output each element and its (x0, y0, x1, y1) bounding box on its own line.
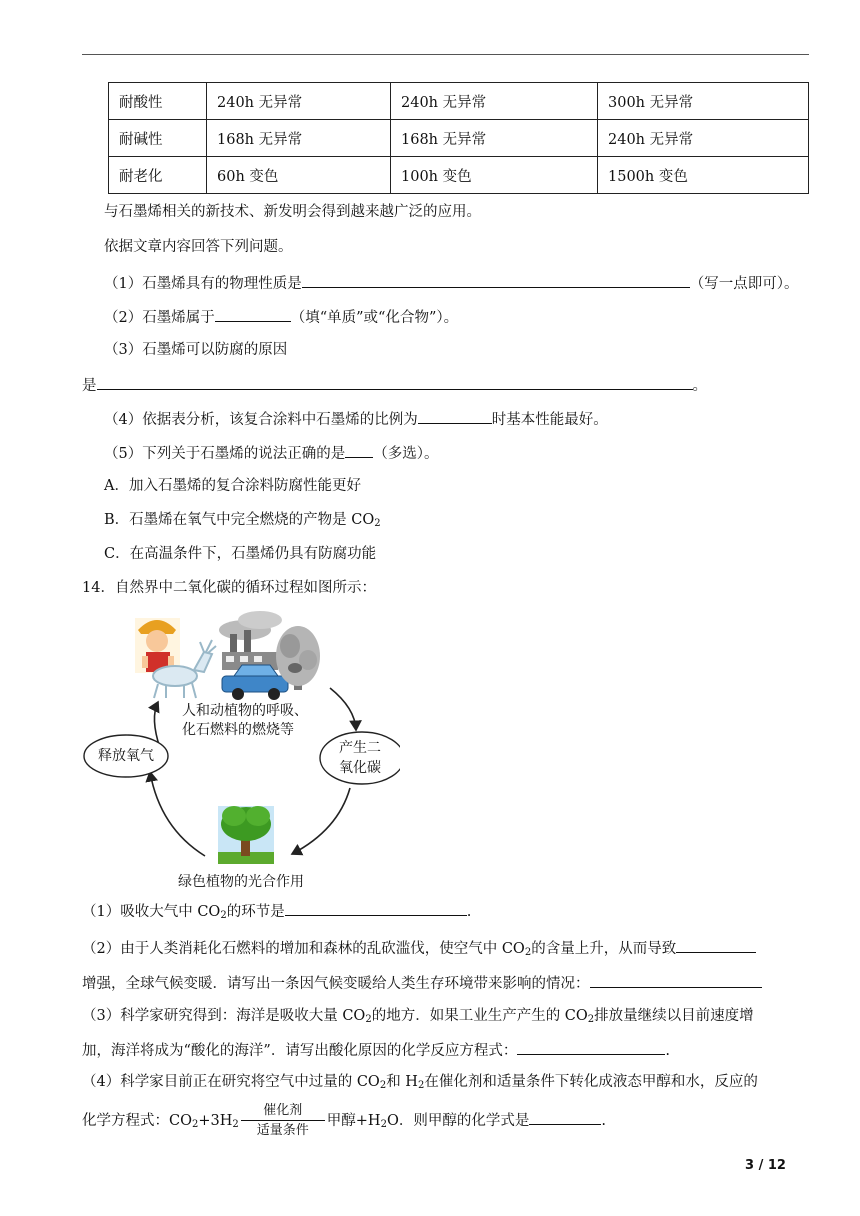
equation-end: . (601, 1113, 606, 1129)
question-2-note: （填“单质”或“化合物”）。 (290, 310, 459, 326)
table-cell: 300h 无异常 (598, 83, 809, 120)
table-cell: 耐老化 (109, 157, 207, 194)
q14-part-1-end: . (466, 904, 472, 920)
q14-part-3-text: （3）科学家研究得到：海洋是吸收大量 CO (82, 1008, 366, 1024)
table-row (109, 83, 809, 120)
answer-blank[interactable] (97, 374, 693, 390)
respiration-label-line2: 化石燃料的燃烧等 (182, 722, 294, 738)
q14-part-2-text: 的含量上升，从而导致 (531, 941, 677, 957)
q14-equation-line (82, 1101, 606, 1141)
option-b-text: B．石墨烯在氧气中完全燃烧的产物是 CO (104, 512, 375, 528)
subscript: 2 (587, 1014, 595, 1025)
question-3-prefix: 是 (82, 378, 97, 394)
q14-part-4-text: 和 H (386, 1074, 418, 1090)
question-1 (104, 272, 798, 294)
question-prompt: 依据文章内容回答下列问题。 (104, 239, 293, 255)
q14-part-4-text: 在催化剂和适量条件下转化成液态甲醇和水，反应的 (424, 1074, 758, 1090)
reaction-bar (241, 1120, 325, 1121)
subscript: 2 (220, 910, 227, 921)
q14-part-2-text: （2）由于人类消耗化石燃料的增加和森林的乱砍滥伐，使空气中 CO (82, 941, 525, 957)
properties-table (108, 82, 809, 194)
equation-text: O．则甲醇的化学式是 (386, 1113, 530, 1129)
page-number: 3 / 12 (745, 1158, 786, 1173)
table-cell: 168h 无异常 (207, 120, 391, 157)
answer-blank[interactable] (302, 272, 690, 288)
table-cell: 60h 变色 (207, 157, 391, 194)
subscript: 2 (365, 1014, 372, 1025)
produce-co2-label-line2: 氧化碳 (339, 760, 381, 776)
answer-blank[interactable] (676, 937, 756, 953)
question-3-end: 。 (692, 378, 707, 394)
question-5-text: （5）下列关于石墨烯的说法正确的是 (104, 446, 346, 462)
q14-part-1 (82, 900, 471, 922)
catalyst-label: 催化剂 (263, 1103, 303, 1118)
question-14-title: 14．自然界中二氧化碳的循环过程如图所示： (82, 580, 376, 596)
subscript: 2 (191, 1119, 199, 1130)
arrow (150, 772, 205, 856)
q14-part-2-cont (82, 972, 762, 994)
subscript: 2 (524, 947, 532, 958)
table-cell: 耐酸性 (109, 83, 207, 120)
person-icon (135, 618, 180, 673)
question-5 (104, 442, 438, 464)
option-b (104, 510, 381, 530)
carbon-cycle-diagram (80, 608, 400, 898)
table-cell: 100h 变色 (391, 157, 598, 194)
subscript: 2 (232, 1119, 239, 1130)
question-4-text: （4）依据表分析，该复合涂料中石墨烯的比例为 (104, 412, 418, 428)
question-4 (104, 408, 608, 430)
subscript: 2 (417, 1080, 425, 1091)
arrow (330, 688, 356, 730)
equation-text: +3H (198, 1113, 233, 1129)
q14-part-2 (82, 937, 756, 959)
produce-co2-label-line1: 产生二 (339, 740, 381, 756)
respiration-label-line1: 人和动植物的呼吸、 (182, 703, 308, 719)
table-row (109, 157, 809, 194)
question-1-text: （1）石墨烯具有的物理性质是 (104, 276, 302, 292)
factory-icon (219, 611, 282, 670)
tree-icon (218, 806, 274, 864)
arrow (292, 788, 350, 854)
condition-label: 适量条件 (256, 1123, 309, 1138)
question-1-note: （写一点即可）。 (689, 276, 799, 292)
release-oxygen-label: 释放氧气 (98, 748, 154, 764)
question-2-text: （2）石墨烯属于 (104, 310, 215, 326)
table-row (109, 120, 809, 157)
equation-text: 化学方程式：CO (82, 1113, 192, 1129)
table-cell: 168h 无异常 (391, 120, 598, 157)
option-a: A．加入石墨烯的复合涂料防腐性能更好 (104, 478, 361, 494)
q14-part-3-end: . (665, 1043, 670, 1059)
answer-blank[interactable] (345, 442, 373, 458)
answer-blank[interactable] (517, 1039, 665, 1055)
q14-part-3-text: 的地方．如果工业生产产生的 CO (371, 1008, 588, 1024)
question-3-answer (82, 374, 707, 396)
q14-part-4-text: （4）科学家目前正在研究将空气中过量的 CO (82, 1074, 380, 1090)
intro-text: 与石墨烯相关的新技术、新发明会得到越来越广泛的应用。 (104, 204, 481, 220)
reaction-condition (241, 1102, 325, 1140)
photosynthesis-label: 绿色植物的光合作用 (178, 874, 304, 890)
equation-text: 甲醇+H (326, 1113, 381, 1129)
answer-blank[interactable] (285, 900, 467, 916)
option-c: C．在高温条件下，石墨烯仍具有防腐功能 (104, 546, 377, 562)
table-cell: 1500h 变色 (598, 157, 809, 194)
question-5-note: （多选）。 (373, 446, 439, 462)
subscript: 2 (379, 1080, 387, 1091)
q14-part-3-cont (82, 1039, 670, 1061)
table-cell: 240h 无异常 (207, 83, 391, 120)
car-icon (222, 665, 288, 700)
q14-part-1-text: （1）吸收大气中 CO (82, 904, 221, 920)
answer-blank[interactable] (590, 972, 762, 988)
q14-part-3 (82, 1006, 754, 1026)
q14-part-4 (82, 1072, 758, 1092)
answer-blank[interactable] (418, 408, 492, 424)
table-cell: 240h 无异常 (598, 120, 809, 157)
q14-part-2-text: 增强，全球气候变暖．请写出一条因气候变暖给人类生存环境带来影响的情况： (82, 976, 590, 992)
answer-blank[interactable] (529, 1109, 601, 1125)
table-cell: 耐碱性 (109, 120, 207, 157)
question-4-note: 时基本性能最好。 (491, 412, 608, 428)
header-rule (82, 54, 809, 55)
table-cell: 240h 无异常 (391, 83, 598, 120)
answer-blank[interactable] (215, 306, 291, 322)
question-3: （3）石墨烯可以防腐的原因 (104, 342, 288, 358)
q14-part-3-text: 加，海洋将成为“酸化的海洋”．请写出酸化原因的化学反应方程式： (82, 1043, 518, 1059)
q14-part-1-text: 的环节是 (226, 904, 285, 920)
subscript: 2 (380, 1119, 387, 1130)
q14-part-3-text: 排放量继续以目前速度增 (594, 1008, 754, 1024)
question-2 (104, 306, 458, 328)
subscript: 2 (374, 518, 381, 529)
